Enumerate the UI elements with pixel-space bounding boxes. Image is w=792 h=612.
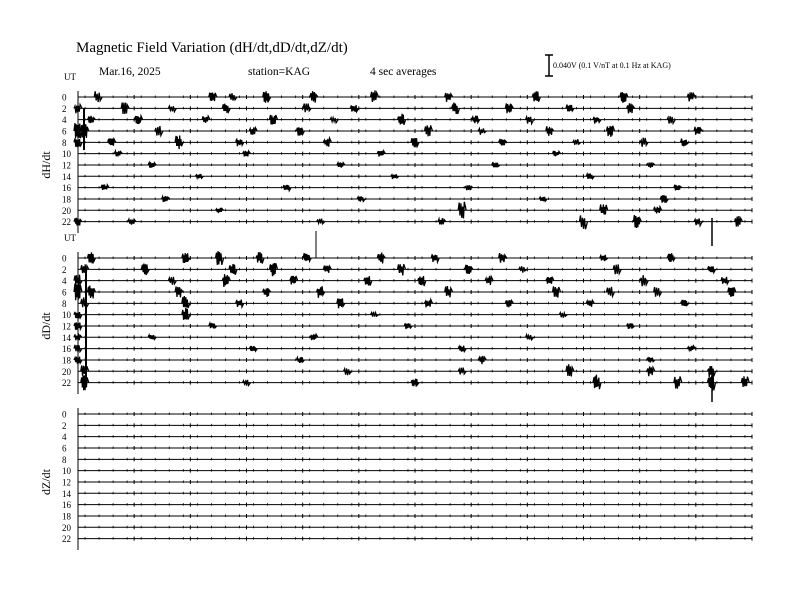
panel-ylabel: dH/dt: [39, 151, 53, 179]
row-label: 10: [62, 149, 71, 160]
row-label: 20: [62, 205, 71, 216]
activity-spike: [593, 117, 601, 124]
activity-spike: [566, 364, 574, 376]
row-label: 22: [62, 217, 71, 228]
activity-spike: [519, 266, 527, 272]
row-label: 6: [62, 126, 67, 137]
activity-spike: [74, 334, 82, 341]
scale-label: 0.040V (0.1 V/nT at 0.1 Hz at KAG): [553, 61, 671, 70]
row-label: 20: [62, 522, 71, 533]
row-label: 6: [62, 287, 67, 298]
row-label: 10: [62, 310, 71, 321]
row-label: 2: [62, 264, 67, 275]
row-label: 14: [62, 171, 71, 182]
activity-spike: [411, 379, 419, 387]
row-label: 16: [62, 344, 71, 355]
activity-spike: [81, 298, 89, 308]
activity-spike: [81, 264, 89, 276]
activity-spike: [391, 174, 399, 179]
ut-label: UT: [64, 72, 76, 82]
row-label: 22: [62, 534, 71, 545]
activity-spike: [593, 375, 601, 390]
row-label: 12: [62, 160, 71, 171]
row-label: 22: [62, 378, 71, 389]
row-label: 4: [62, 115, 67, 126]
panel-ylabel: dD/dt: [39, 312, 53, 340]
panel-ylabel: dZ/dt: [39, 468, 53, 495]
activity-spike: [371, 90, 379, 102]
activity-spike: [74, 105, 82, 114]
row-label: 8: [62, 454, 67, 465]
row-label: 0: [62, 92, 67, 103]
row-label: 2: [62, 420, 67, 431]
row-label: 8: [62, 137, 67, 148]
row-label: 18: [62, 511, 71, 522]
activity-spike: [330, 118, 338, 123]
chart-title: Magnetic Field Variation (dH/dt,dD/dt,dZ/dt): [76, 40, 348, 56]
row-label: 12: [62, 321, 71, 332]
row-label: 14: [62, 332, 71, 343]
date-label: Mar.16, 2025: [99, 66, 161, 78]
activity-spike: [182, 296, 190, 308]
activity-spike: [182, 308, 190, 320]
averaging-label: 4 sec averages: [370, 66, 437, 78]
activity-spike: [627, 323, 635, 329]
station-label: station=KAG: [248, 66, 311, 78]
activity-spike: [741, 376, 749, 387]
activity-spike: [526, 117, 534, 124]
row-label: 14: [62, 488, 71, 499]
row-label: 10: [62, 466, 71, 477]
activity-spike: [263, 288, 271, 297]
row-label: 0: [62, 253, 67, 264]
row-label: 8: [62, 298, 67, 309]
ut-label: UT: [64, 233, 76, 243]
activity-spike: [674, 185, 682, 191]
row-label: 4: [62, 432, 67, 443]
row-label: 4: [62, 276, 67, 287]
activity-spike: [559, 313, 567, 318]
activity-spike: [344, 369, 352, 376]
row-label: 16: [62, 500, 71, 511]
activity-spike: [600, 204, 608, 214]
row-label: 20: [62, 366, 71, 377]
activity-spike: [182, 253, 190, 263]
row-label: 6: [62, 443, 67, 454]
row-label: 2: [62, 103, 67, 114]
row-label: 18: [62, 194, 71, 205]
row-label: 12: [62, 477, 71, 488]
activity-spike: [478, 128, 486, 134]
row-label: 16: [62, 183, 71, 194]
row-label: 18: [62, 355, 71, 366]
activity-spike: [168, 106, 176, 112]
row-label: 0: [62, 409, 67, 420]
activity-spike: [580, 215, 588, 229]
activity-spike: [290, 276, 298, 285]
